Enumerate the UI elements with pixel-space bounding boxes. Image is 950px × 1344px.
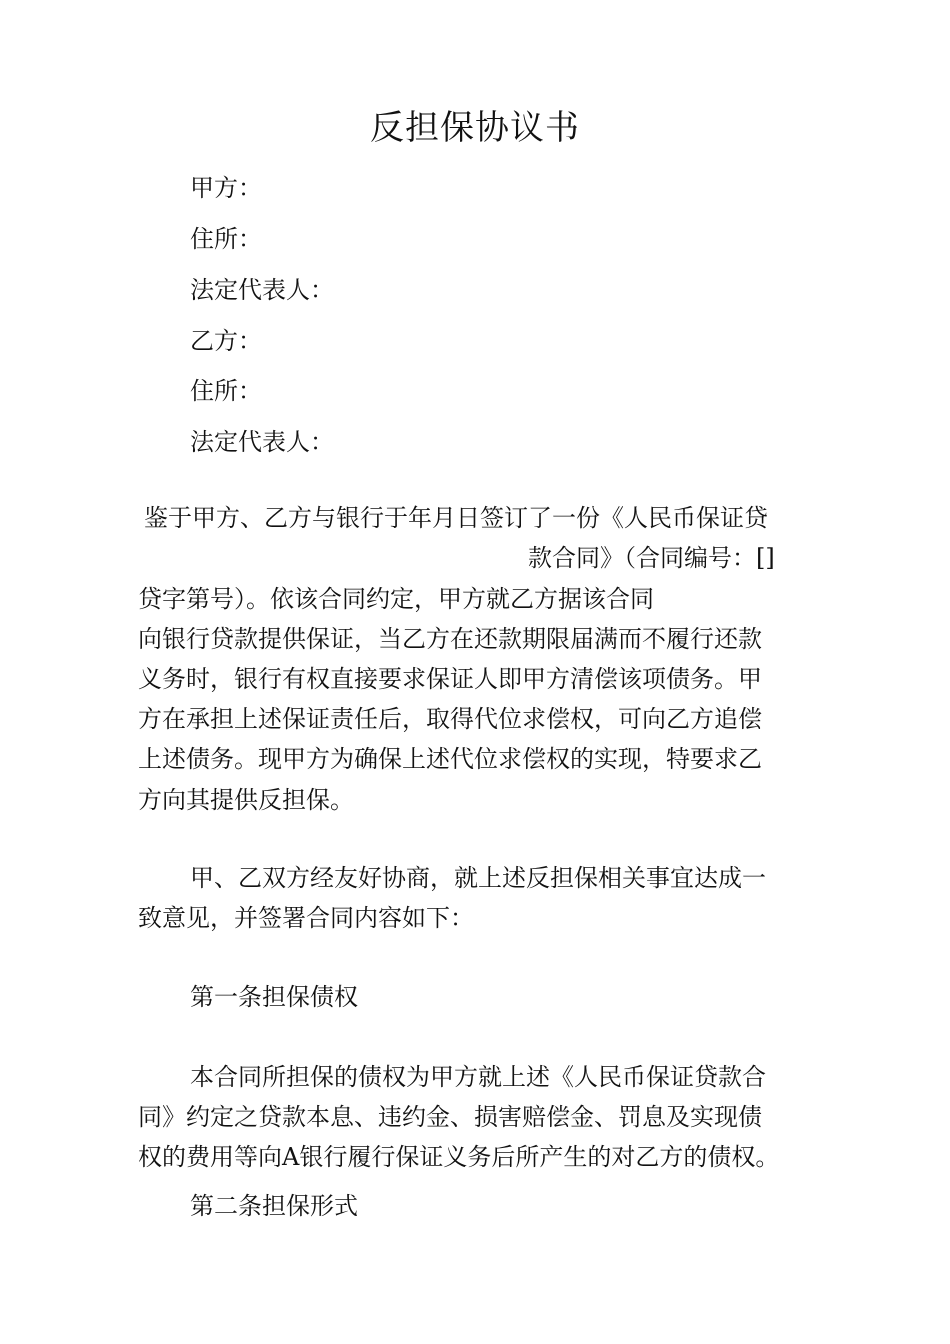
article1-line: 同》约定之贷款本息、违约金、损害赔偿金、罚息及实现债	[138, 1103, 762, 1131]
agreement-line: 致意见，并签署合同内容如下：	[138, 904, 474, 932]
recital-line: 向银行贷款提供保证，当乙方在还款期限届满而不履行还款	[138, 625, 762, 653]
party-a-representative-label: 法定代表人：	[190, 276, 334, 304]
article1-line: 本合同所担保的债权为甲方就上述《人民币保证贷款合	[190, 1063, 766, 1091]
agreement-line: 甲、乙双方经友好协商，就上述反担保相关事宜达成一	[190, 864, 766, 892]
party-b-address-label: 住所：	[190, 377, 262, 405]
recital-line: 方向其提供反担保。	[138, 786, 354, 814]
recital-line: 贷字第号）。依该合同约定，甲方就乙方据该合同	[138, 585, 654, 613]
recital-line: 义务时，银行有权直接要求保证人即甲方清偿该项债务。甲	[138, 665, 762, 693]
recital-line: 款合同》（合同编号：[]	[528, 544, 775, 572]
article1-line: 权的费用等向A银行履行保证义务后所产生的对乙方的债权。	[138, 1143, 780, 1171]
party-a-address-label: 住所：	[190, 225, 262, 253]
recital-line: 鉴于甲方、乙方与银行于年月日签订了一份《人民币保证贷	[144, 504, 768, 532]
party-a-label: 甲方：	[190, 174, 262, 202]
party-b-label: 乙方：	[190, 327, 262, 355]
document-title: 反担保协议书	[370, 108, 580, 148]
recital-line: 方在承担上述保证责任后，取得代位求偿权，可向乙方追偿	[138, 705, 762, 733]
article2-heading: 第二条担保形式	[190, 1192, 358, 1220]
recital-line: 上述债务。现甲方为确保上述代位求偿权的实现，特要求乙	[138, 745, 762, 773]
article1-heading: 第一条担保债权	[190, 983, 358, 1011]
party-b-representative-label: 法定代表人：	[190, 428, 334, 456]
